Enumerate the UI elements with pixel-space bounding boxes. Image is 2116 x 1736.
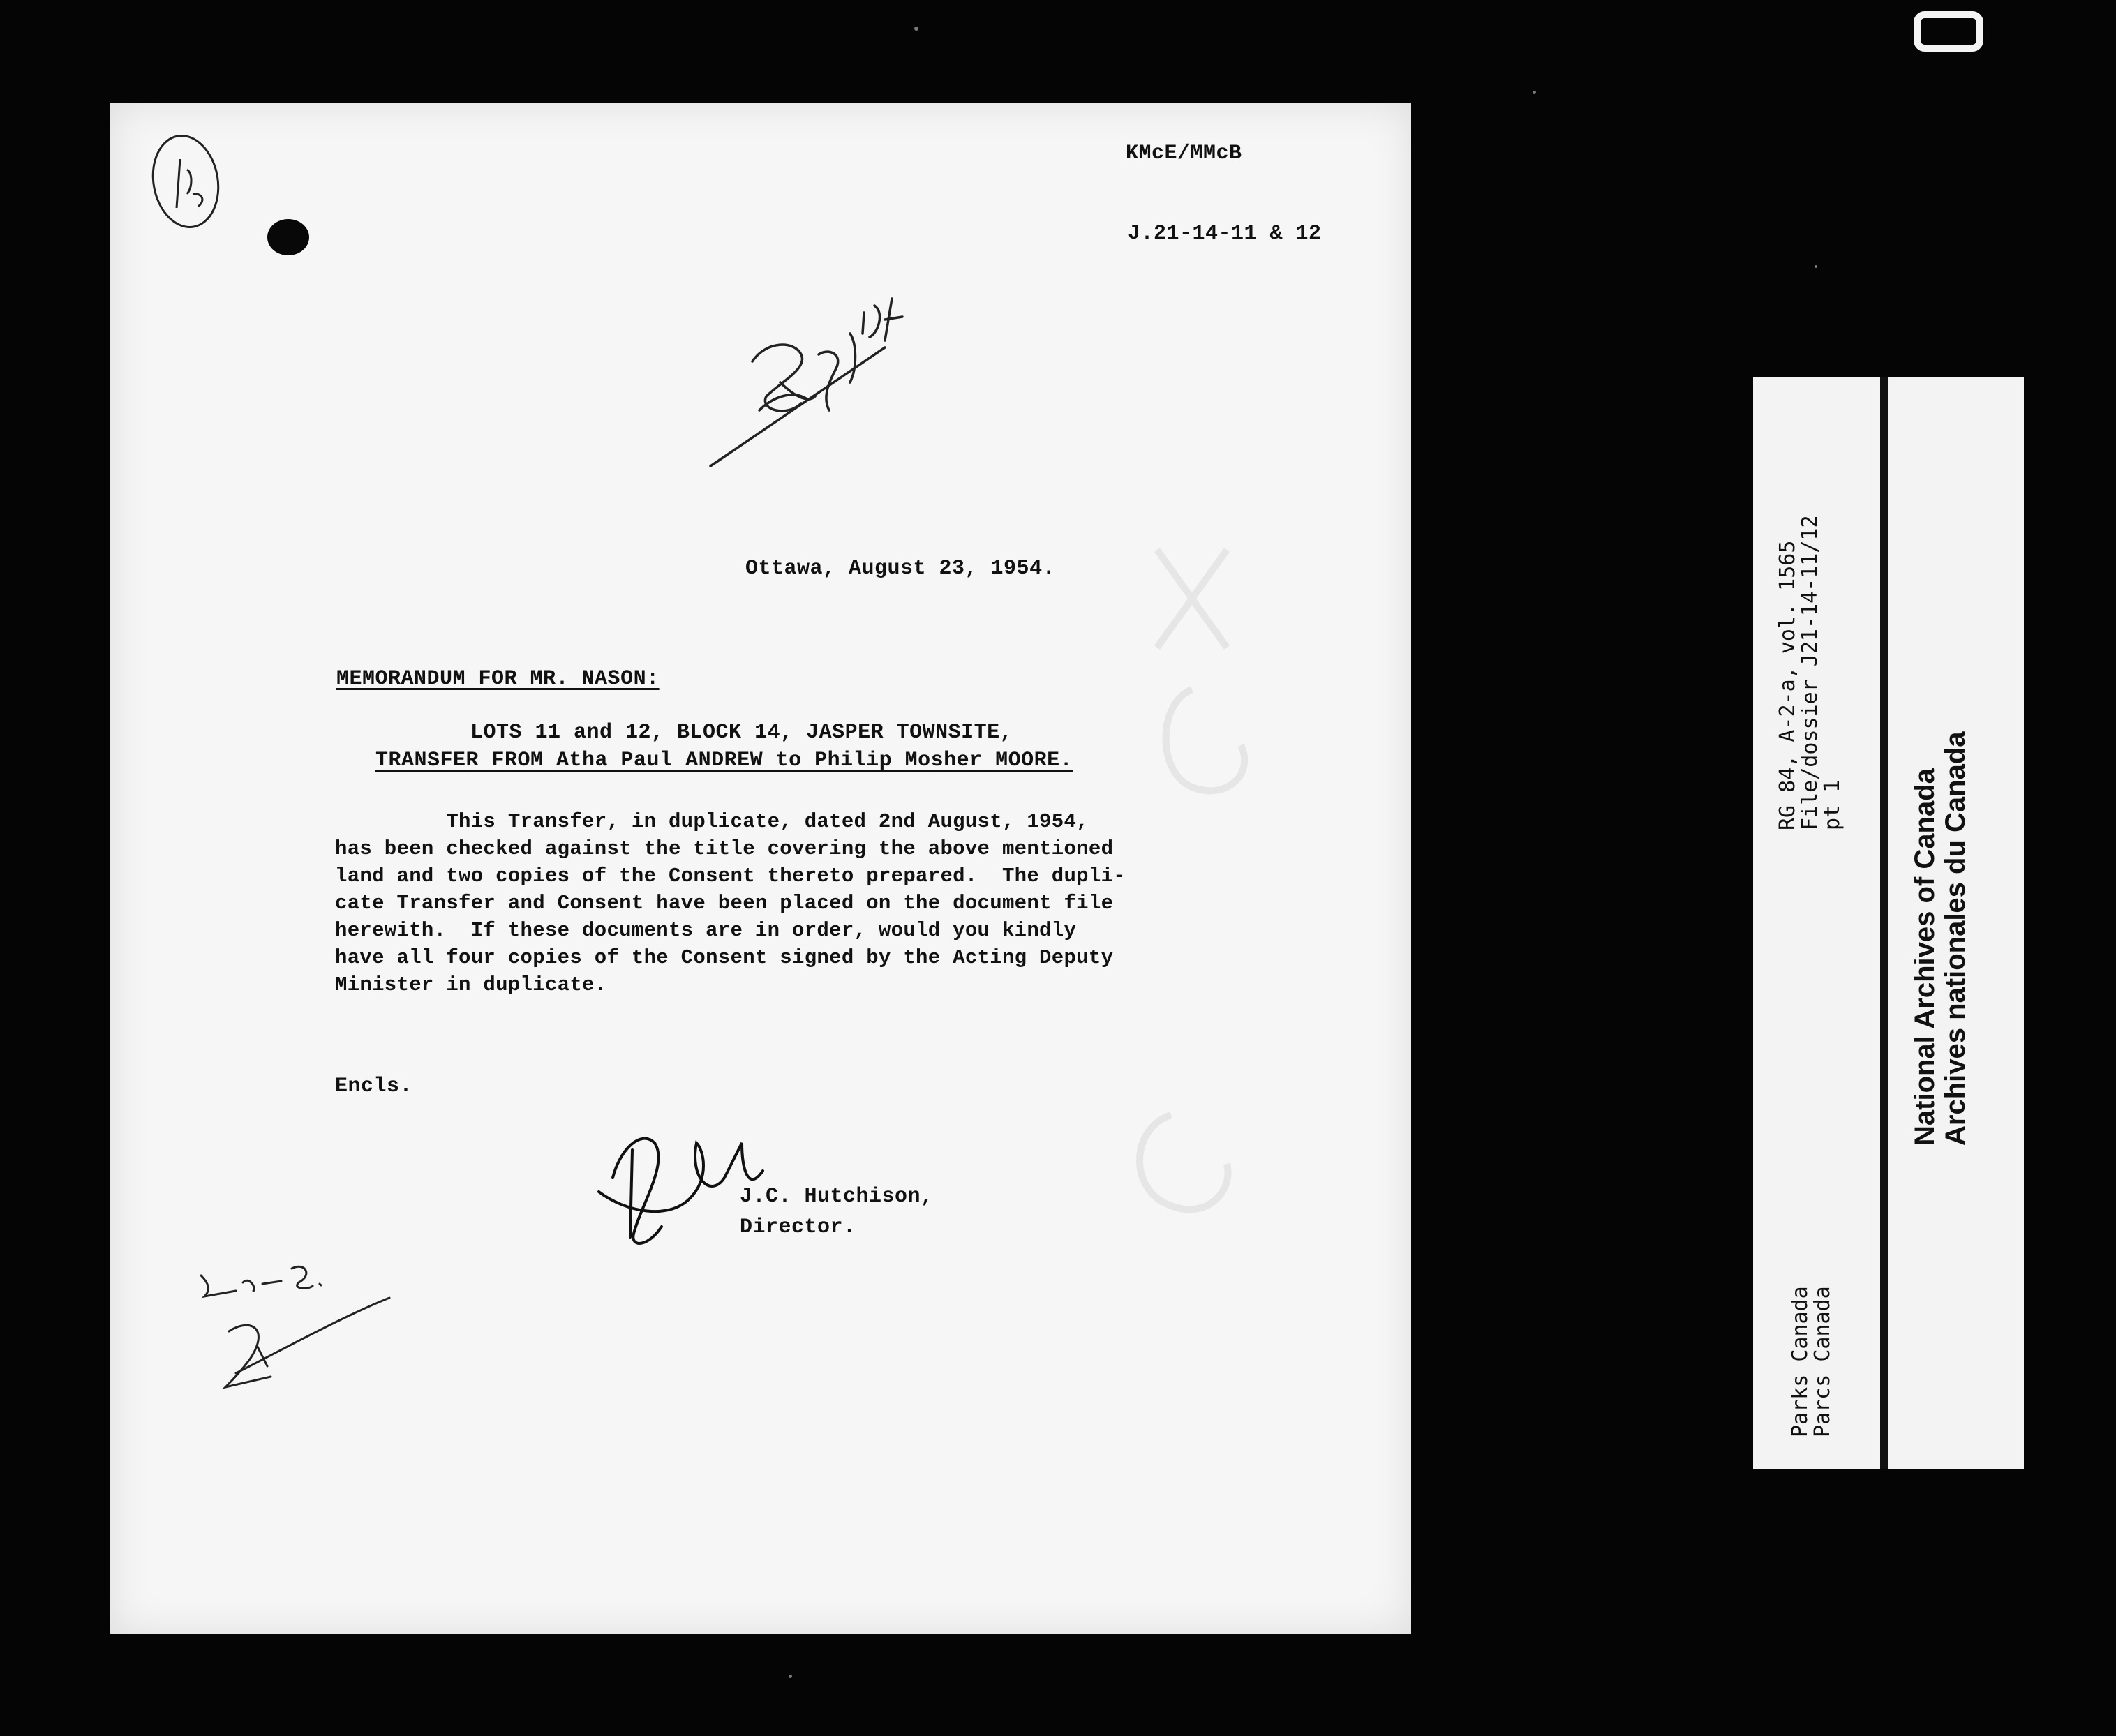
circled-initials-mark (146, 130, 225, 232)
archive-reference-block (1777, 515, 1844, 830)
marginal-handwriting (201, 1266, 389, 1387)
memo-body (335, 808, 1284, 998)
file-reference: J.21-14-11 & 12 (1128, 222, 1322, 246)
label-divider (1880, 377, 1888, 1469)
dust-speck (1815, 265, 1817, 268)
signature (599, 1139, 763, 1243)
archive-reference-line: RG 84, A-2-a, vol. 1565 (1775, 540, 1800, 830)
agency-name-block (1789, 1286, 1834, 1437)
body-line: This Transfer, in duplicate, dated 2nd August, 1954, (335, 810, 1089, 833)
institution-name-block (1909, 731, 1971, 1146)
body-line: herewith. If these documents are in order, would you kindly (335, 919, 1077, 942)
memo-recipient: MEMORANDUM FOR MR. NASON: (336, 667, 660, 691)
dust-speck (789, 1675, 792, 1678)
subject-line-1: LOTS 11 and 12, BLOCK 14, JASPER TOWNSITE, (470, 721, 1013, 744)
archive-label (1753, 377, 2024, 1469)
agency-name-line: Parcs Canada (1810, 1286, 1835, 1437)
body-line: cate Transfer and Consent have been placed on the document file (335, 892, 1114, 915)
institution-name-line: National Archives of Canada (1909, 768, 1940, 1146)
signer-name: J.C. Hutchison, (740, 1185, 934, 1209)
typist-initials: KMcE/MMcB (1126, 142, 1242, 165)
scanner-frame-mark (1914, 11, 1983, 52)
punch-hole (267, 219, 309, 255)
agency-name-line: Parks Canada (1788, 1286, 1812, 1437)
dust-speck (914, 27, 918, 31)
archive-reference-line: pt 1 (1820, 779, 1845, 830)
institution-name-line: Archives nationales du Canada (1940, 731, 1971, 1146)
signer-title: Director. (740, 1215, 856, 1239)
dust-speck (1533, 91, 1536, 94)
body-line: land and two copies of the Consent thereto prepared. The dupli- (335, 865, 1126, 888)
body-line: has been checked against the title covering the above mentioned (335, 837, 1114, 860)
body-line: have all four copies of the Consent signed by the Acting Deputy (335, 946, 1114, 969)
enclosures-note: Encls. (335, 1075, 413, 1098)
body-line: Minister in duplicate. (335, 973, 607, 996)
handwritten-file-number (710, 299, 902, 466)
archive-reference-line: File/dossier J21-14-11/12 (1798, 515, 1822, 830)
date-line: Ottawa, August 23, 1954. (745, 557, 1056, 581)
document-page (110, 103, 1411, 1634)
subject-line-2: TRANSFER FROM Atha Paul ANDREW to Philip Mosher MOORE. (375, 749, 1073, 772)
